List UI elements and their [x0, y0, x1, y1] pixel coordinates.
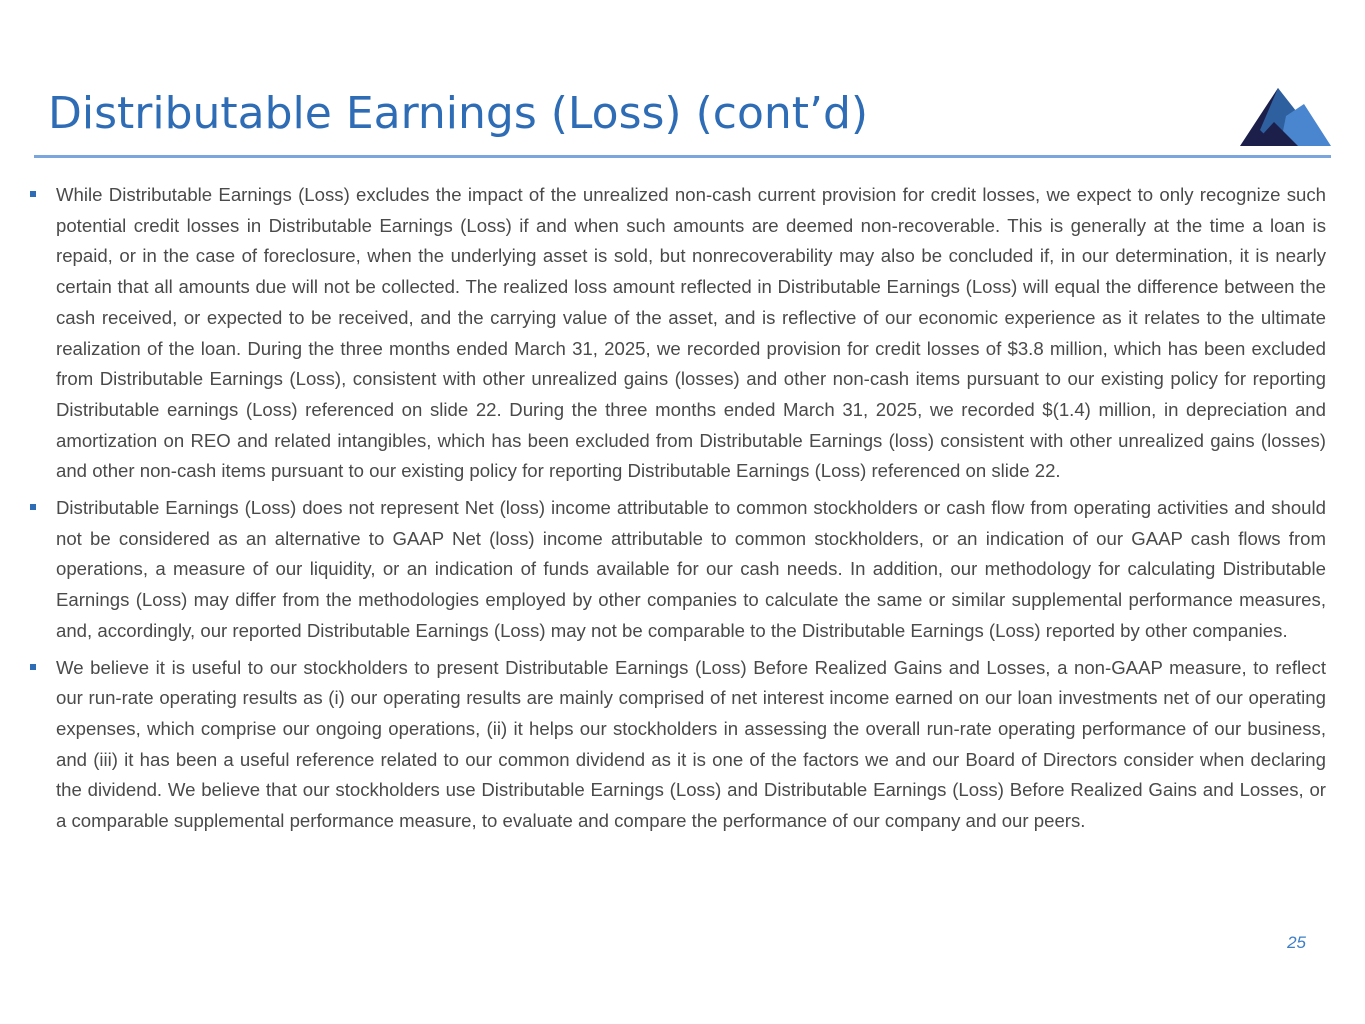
title-divider: [34, 155, 1331, 158]
square-bullet-icon: [30, 504, 36, 510]
page-number: 25: [1287, 933, 1306, 952]
slide-title: Distributable Earnings (Loss) (cont’d): [48, 88, 869, 139]
bullet-text: While Distributable Earnings (Loss) excludes the impact of the unrealized non-cash current provision for credit losses, we expect to only recognize such potential credit losses in Distributable Earnings (Loss) if and when such amounts are deemed non-recoverable. This is generally at the time a loan is repaid, or in the case of foreclosure, when the underlying asset is sold, but nonrecoverability may also be concluded if, in our determination, it is nearly certain that all amounts due will not be collected. The realized loss amount reflected in Distributable Earnings (Loss) will equal the difference between the cash received, or expected to be received, and the carrying value of the asset, and is reflective of our economic experience as it relates to the ultimate realization of the loan. During the three months ended March 31, 2025, we recorded provision for credit losses of $3.8 million, which has been excluded from Distributable Earnings (Loss), consistent with other unrealized gains (losses) and other non-cash items pursuant to our existing policy for reporting Distributable earnings (Loss) referenced on slide 22. During the three months ended March 31, 2025, we recorded $(1.4) million, in depreciation and amortization on REO and related intangibles, which has been excluded from Distributable Earnings (loss) consistent with other unrealized gains (losses) and other non-cash items pursuant to our existing policy for reporting Distributable Earnings (Loss) referenced on slide 22.: [56, 184, 1326, 482]
bullet-item: [56, 180, 1326, 487]
bullet-text: We believe it is useful to our stockholders to present Distributable Earnings (Loss) Before Realized Gains and Losses, a non-GAAP measure, to reflect our run-rate operating results as (i) our operating results are mainly comprised of net interest income earned on our loan investments net of our operating expenses, which comprise our ongoing operations, (ii) it helps our stockholders in assessing the overall run-rate operating performance of our business, and (iii) it has been a useful reference related to our common dividend as it is one of the factors we and our Board of Directors consider when declaring the dividend. We believe that our stockholders use Distributable Earnings (Loss) and Distributable Earnings (Loss) Before Realized Gains and Losses, or a comparable supplemental performance measure, to evaluate and compare the performance of our company and our peers.: [56, 656, 1326, 832]
bullet-item: [56, 653, 1326, 837]
bullet-text: Distributable Earnings (Loss) does not represent Net (loss) income attributable to common stockholders or cash flow from operating activities and should not be considered as an alternative to GAAP Net (loss) income attributable to common stockholders, or an indication of our GAAP cash flows from operations, a measure of our liquidity, or an indication of funds available for our cash needs. In addition, our methodology for calculating Distributable Earnings (Loss) may differ from the methodologies employed by other companies to calculate the same or similar supplemental performance measures, and, accordingly, our reported Distributable Earnings (Loss) may not be comparable to the Distributable Earnings (Loss) reported by other companies.: [56, 497, 1326, 641]
square-bullet-icon: [30, 191, 36, 197]
mountain-logo-icon: [1236, 86, 1332, 148]
bullet-list: [56, 180, 1326, 843]
bullet-item: [56, 493, 1326, 647]
square-bullet-icon: [30, 664, 36, 670]
